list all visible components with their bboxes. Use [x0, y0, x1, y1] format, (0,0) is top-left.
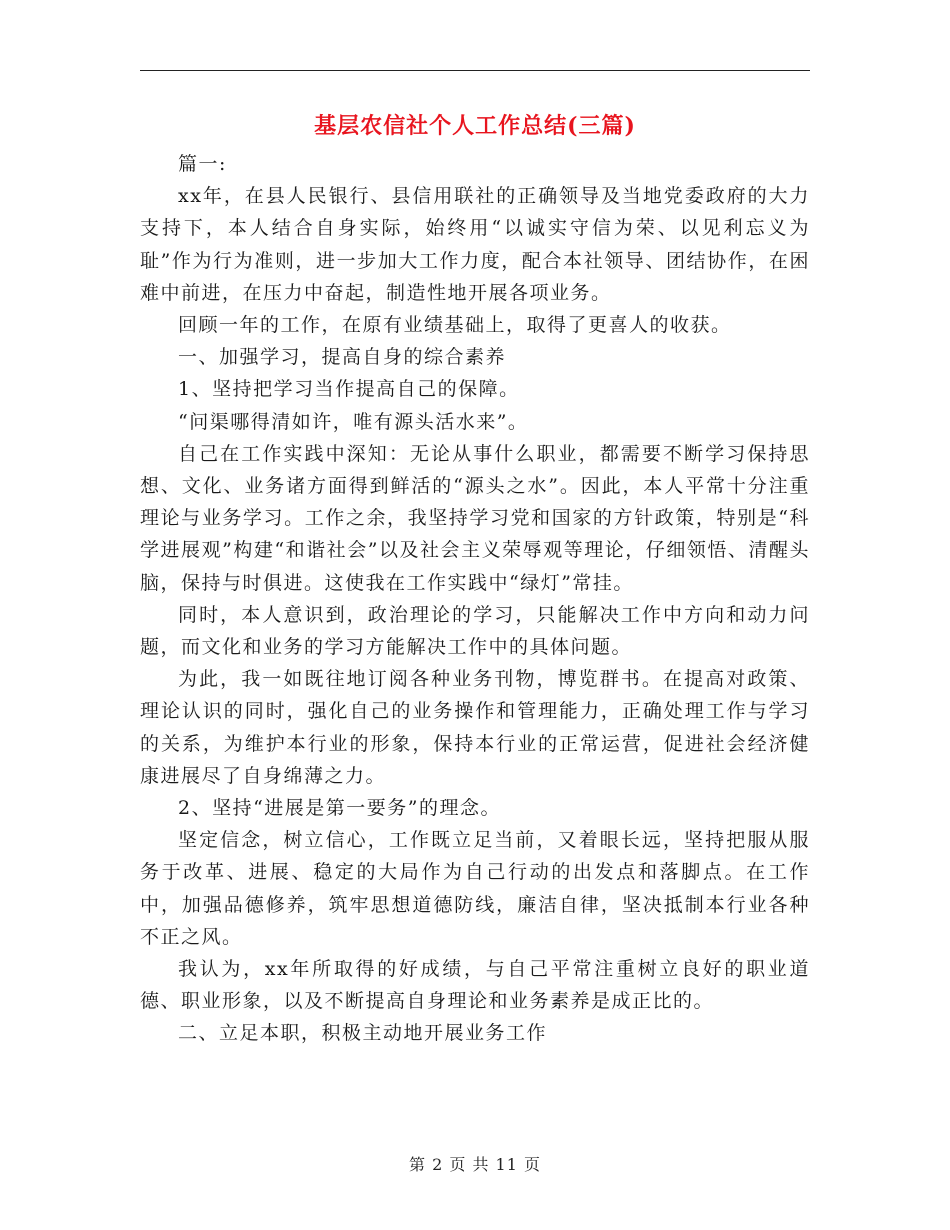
footer-mid: 页 共 [449, 1155, 490, 1174]
paragraph-reading: 为此，我一如既往地订阅各种业务刊物，博览群书。在提高对政策、理论认识的同时，强化自己的业务操作和管理能力，正确处理工作与学习的关系，为维护本行业的形象，保持本行业的正常运营，促进社会经济健康进展尽了自身绵薄之力。 [140, 668, 810, 787]
header-rule [140, 70, 810, 71]
footer-total-pages: 11 [495, 1155, 518, 1174]
document-body [140, 148, 810, 1050]
paragraph-intro: xx年，在县人民银行、县信用联社的正确领导及当地党委政府的大力支持下，本人结合自身实际，始终用“以诚实守信为荣、以见利忘义为耻”作为行为准则，进一步加大工作力度，配合本社领导、团结协作，在困难中前进，在压力中奋起，制造性地开展各项业务。 [140, 185, 810, 304]
heading-section-two: 二、立足本职，积极主动地开展业务工作 [178, 1022, 548, 1045]
subheading-2: 2、坚持“进展是第一要务”的理念。 [178, 797, 502, 820]
document-title: 基层农信社个人工作总结(三篇) [314, 113, 636, 139]
paragraph-section-label: 篇一: [178, 153, 227, 175]
paragraph-quote: “问渠哪得清如许，唯有源头活水来”。 [178, 410, 529, 433]
page-footer [0, 1152, 950, 1175]
footer-prefix: 第 [408, 1155, 426, 1174]
paragraph-theory: 同时，本人意识到，政治理论的学习，只能解决工作中方向和动力问题，而文化和业务的学习方能解决工作中的具体问题。 [140, 603, 810, 659]
paragraph-conviction: 坚定信念，树立信心，工作既立足当前，又着眼长远，坚持把服从服务于改革、进展、稳定的大局作为自己行动的出发点和落脚点。在工作中，加强品德修养，筑牢思想道德防线，廉洁自律，坚决抵制本行业各种不正之风。 [140, 829, 810, 948]
footer-current-page: 2 [432, 1155, 444, 1174]
subheading-1: 1、坚持把学习当作提高自己的保障。 [178, 378, 520, 401]
paragraph-review: 回顾一年的工作，在原有业绩基础上，取得了更喜人的收获。 [178, 314, 732, 337]
paragraph-results: 我认为，xx年所取得的好成绩，与自己平常注重树立良好的职业道德、职业形象，以及不断提高自身理论和业务素养是成正比的。 [140, 958, 810, 1013]
paragraph-study-practice: 自己在工作实践中深知：无论从事什么职业，都需要不断学习保持思想、文化、业务诸方面得到鲜活的“源头之水”。因此，本人平常十分注重理论与业务学习。工作之余，我坚持学习党和国家的方针政策，特别是“科学进展观”构建“和谐社会”以及社会主义荣辱观等理论，仔细领悟、清醒头脑，保持与时俱进。这使我在工作实践中“绿灯”常挂。 [140, 442, 810, 594]
heading-section-one: 一、加强学习，提高自身的综合素养 [178, 346, 507, 369]
footer-suffix: 页 [524, 1155, 542, 1174]
